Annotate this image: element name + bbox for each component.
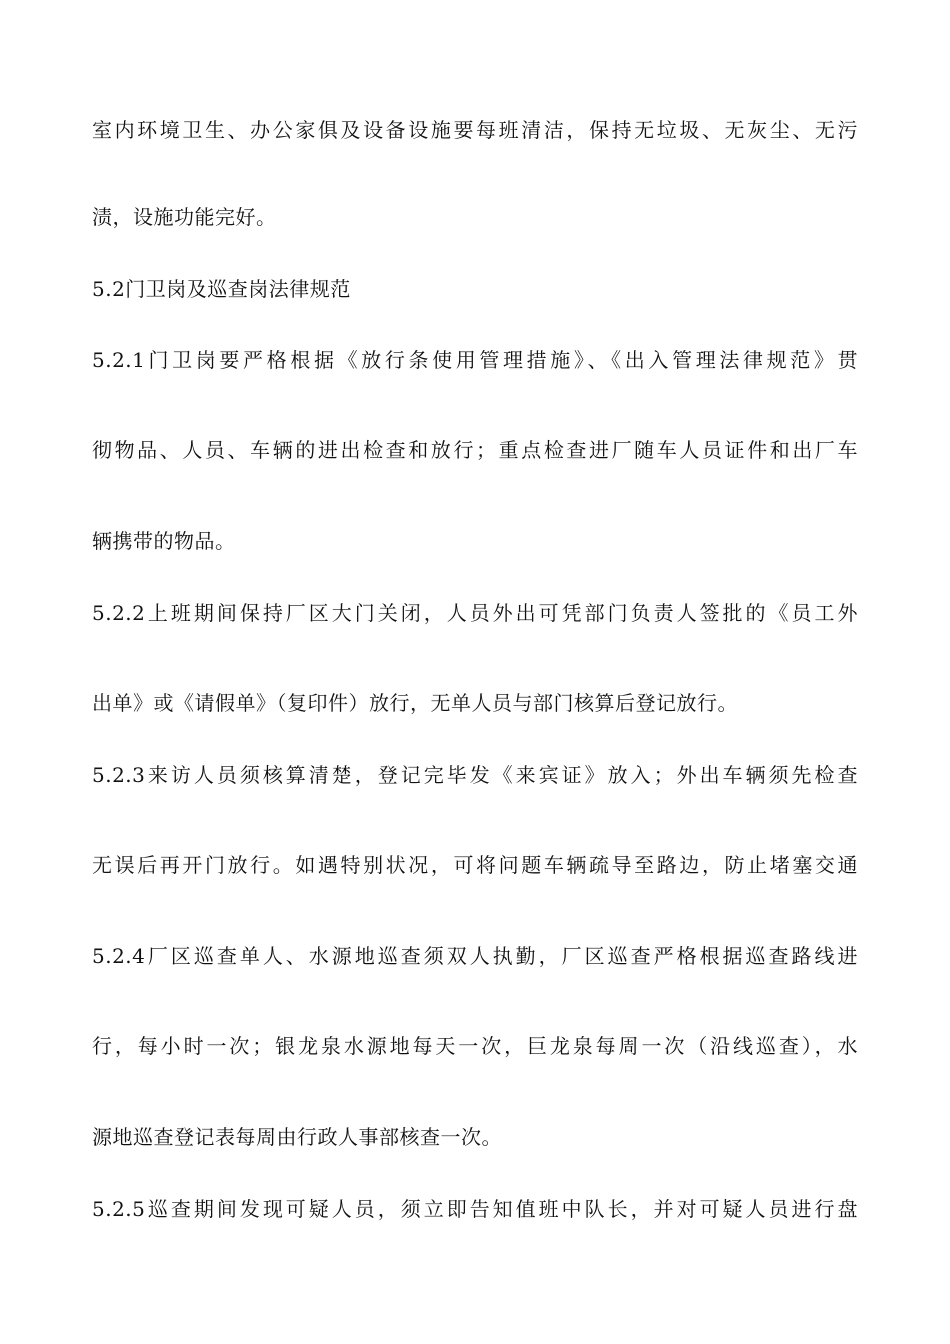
paragraph-line: 无误后再开门放行。如遇特别状况，可将问题车辆疏导至路边，防止堵塞交通: [92, 853, 858, 877]
paragraph-line: 行，每小时一次；银龙泉水源地每天一次，巨龙泉每周一次（沿线巡查），水: [92, 1034, 858, 1058]
paragraph-line: 5.2.5巡查期间发现可疑人员，须立即告知值班中队长，并对可疑人员进行盘: [92, 1197, 858, 1221]
paragraph-line: 源地巡查登记表每周由行政人事部核查一次。: [92, 1125, 502, 1149]
paragraph-line: 渍，设施功能完好。: [92, 205, 277, 229]
paragraph-line: 彻物品、人员、车辆的进出检查和放行；重点检查进厂随车人员证件和出厂车: [92, 438, 858, 462]
section-heading: 5.2门卫岗及巡查岗法律规范: [92, 277, 351, 301]
paragraph-line: 5.2.4厂区巡查单人、水源地巡查须双人执勤，厂区巡查严格根据巡查路线进: [92, 944, 858, 968]
paragraph-line: 室内环境卫生、办公家俱及设备设施要每班清洁，保持无垃圾、无灰尘、无污: [92, 118, 858, 142]
paragraph-line: 辆携带的物品。: [92, 529, 236, 553]
paragraph-line: 出单》或《请假单》（复印件）放行，无单人员与部门核算后登记放行。: [92, 691, 738, 715]
paragraph-line: 5.2.1门卫岗要严格根据《放行条使用管理措施》、《出入管理法律规范》贯: [92, 348, 858, 372]
paragraph-line: 5.2.2上班期间保持厂区大门关闭，人员外出可凭部门负责人签批的《员工外: [92, 601, 858, 625]
paragraph-line: 5.2.3来访人员须核算清楚，登记完毕发《来宾证》放入；外出车辆须先检查: [92, 763, 858, 787]
